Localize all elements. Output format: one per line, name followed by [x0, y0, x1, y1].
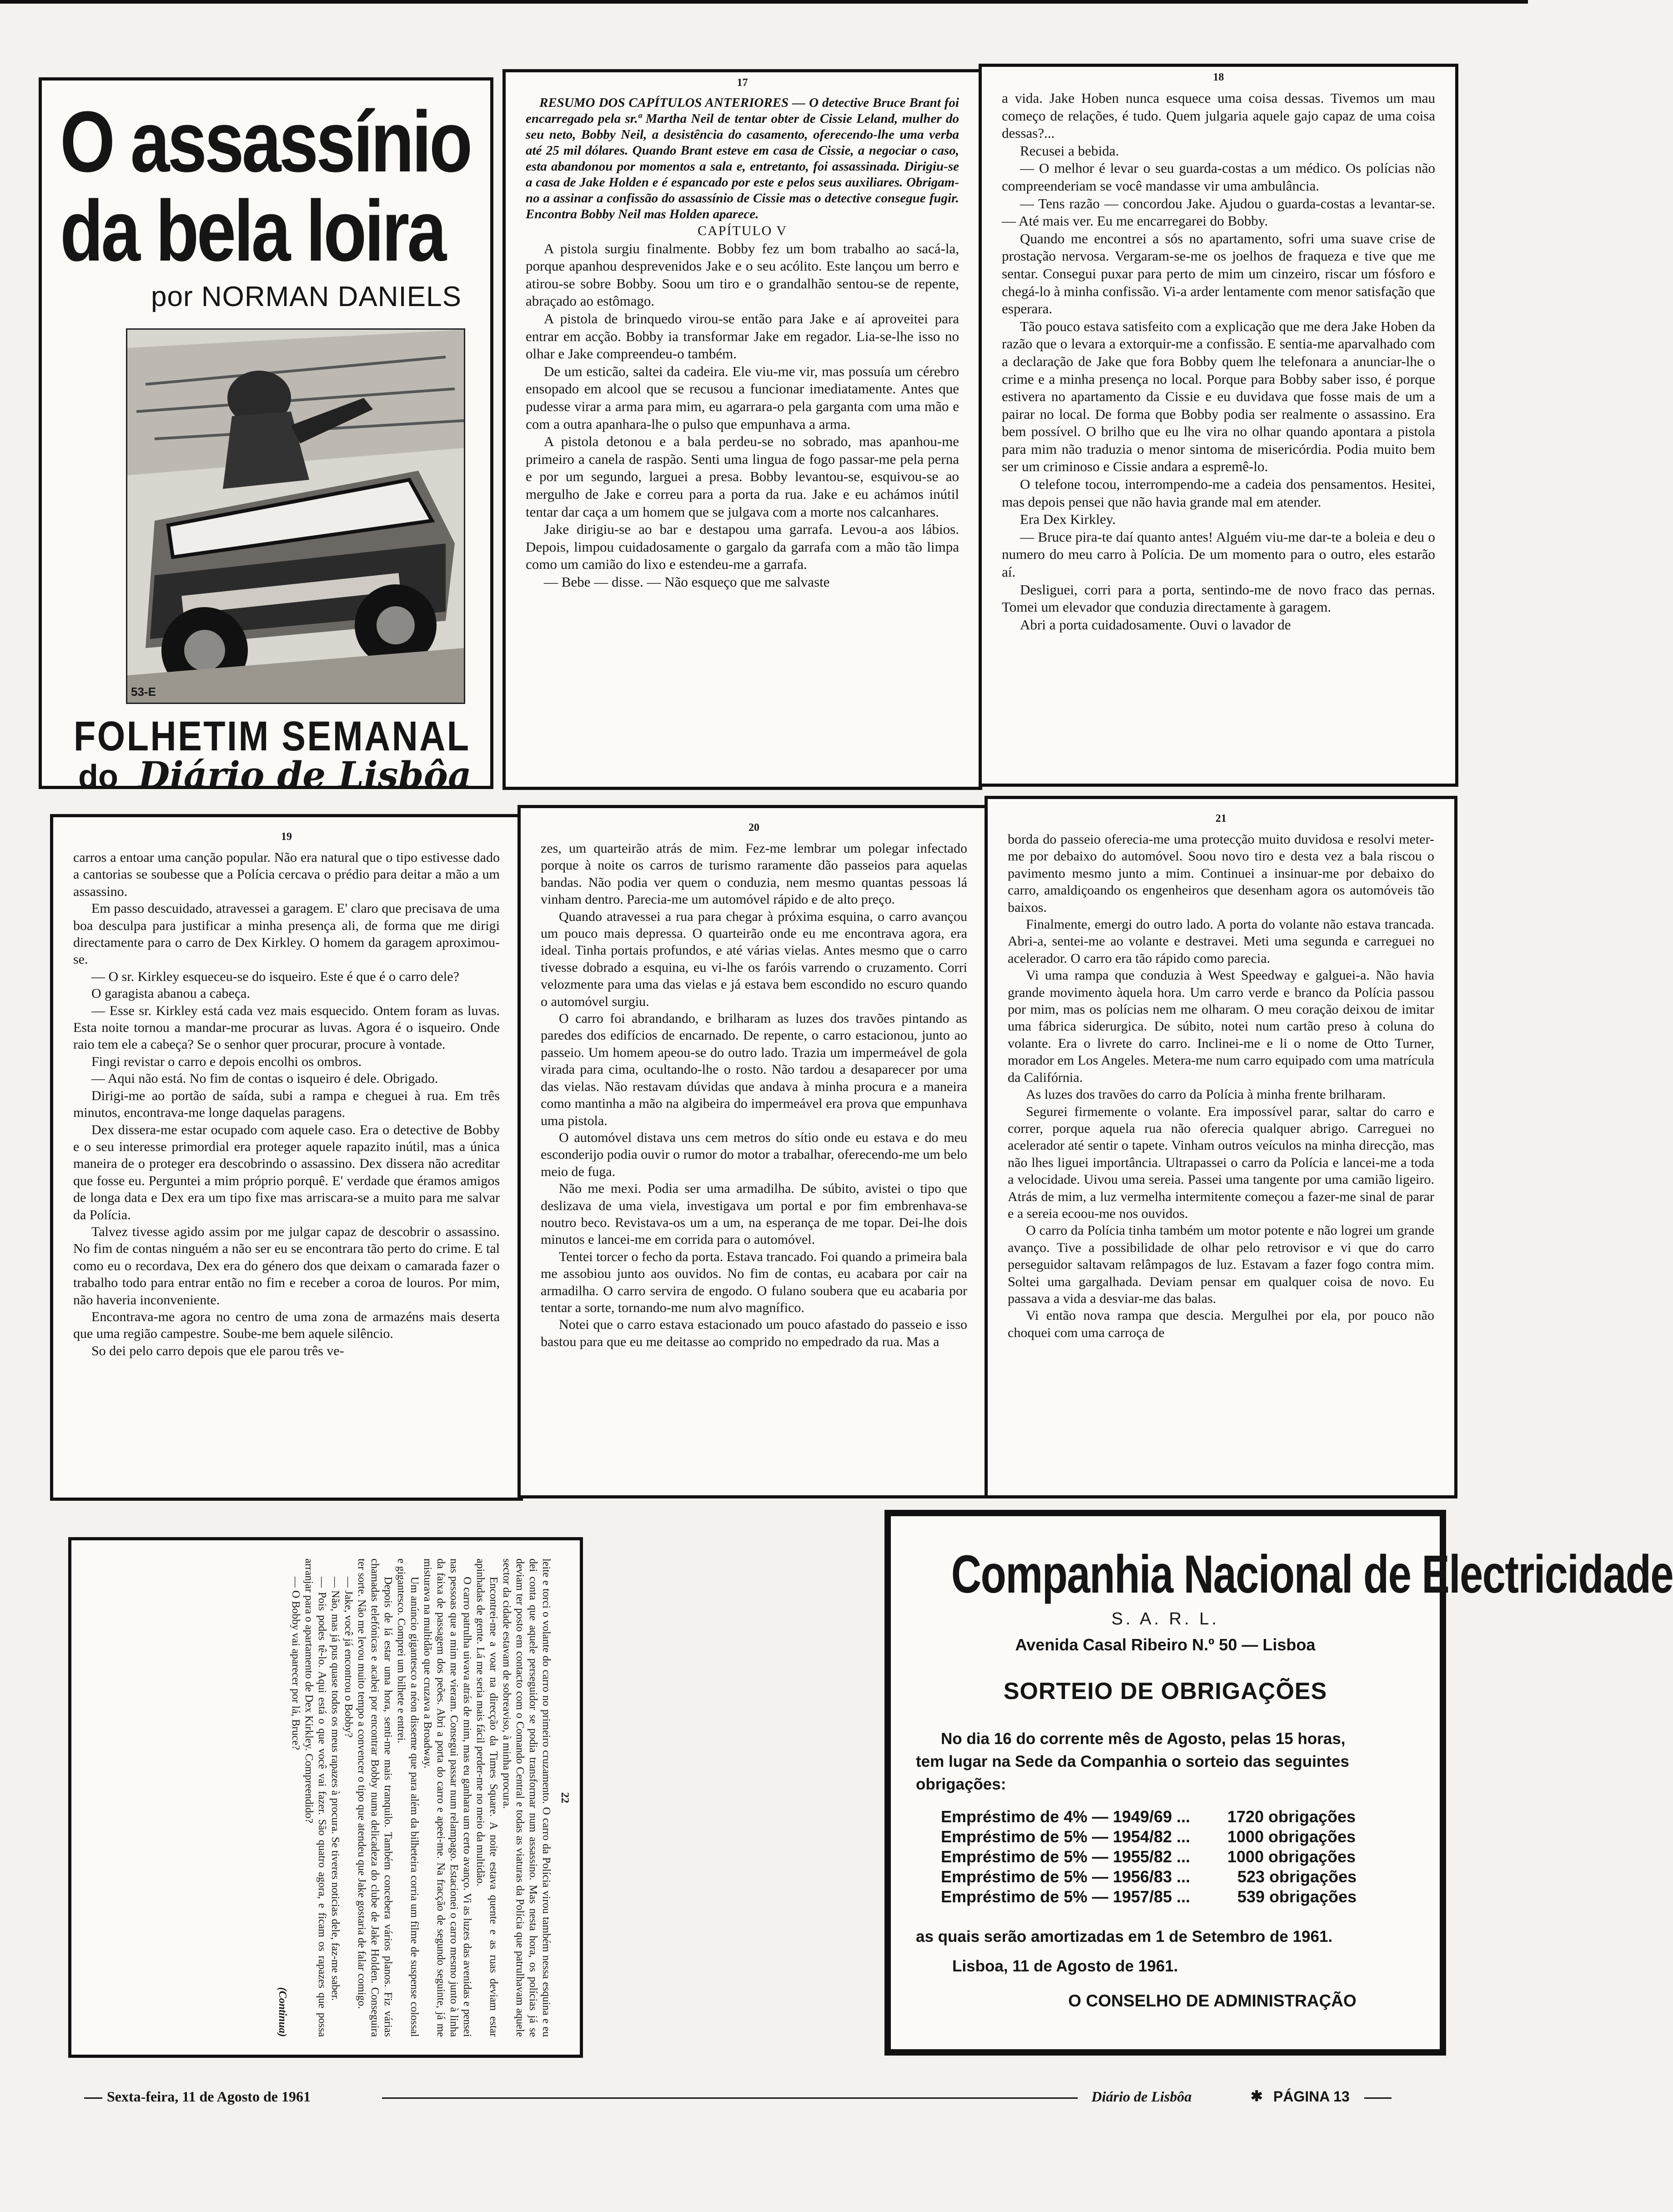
top-rule [0, 0, 1528, 4]
paragraph: Tão pouco estava satisfeito com a explicação que me dera Jake Hoben da razão que o levara a extorquir-me a confissão. E sentia-me aparvalhado com a declaração de Jake que fora Bobby quem lhe telefonara a anunciar-lhe o crime e a minha presença no local. Porque para Bobby saber isso, é porque estivera no apartamento da Cissie e eu duvidava que fosse mais de um a pairar no local. De forma que Bobby podia ser realmente o assassino. Era bem possível. O brilho que eu lhe vira no olhar quando apontara a pistola para mim não traduzia o menor sintoma de misericórdia. Podia muito bem ser um criminoso e Cissie andara a espremê-lo. [1002, 318, 1435, 475]
loan-list [941, 1807, 1356, 1907]
ad-signature: O CONSELHO DE ADMINISTRAÇÃO [1068, 1991, 1356, 2010]
paragraph: a vida. Jake Hoben nunca esquece uma coisa dessas. Tivemos um mau começo de relações, é tudo. Quem julgaria aquele gajo capaz de uma coisa dessas?... [1002, 90, 1435, 141]
loan-row [941, 1827, 1356, 1847]
paragraph: Encontrava-me agora no centro de uma zona de armazéns mais deserta que uma região campestre. Soube-me bem aquele silêncio. [73, 1309, 500, 1342]
paragraph: As luzes dos travões do carro da Polícia à minha frente brilharam. [1026, 1087, 1386, 1102]
paragraph: O automóvel distava uns cem metros do sítio onde eu estava e do meu esconderijo podia ouvir o rumor do motor a trabalhar, oferecendo-me um belo meio de fuga. [541, 1130, 967, 1179]
page-body [521, 840, 987, 1350]
chapter-title: CAPÍTULO V [698, 223, 787, 238]
paragraph: — O melhor é levar o seu guarda-costas a um médico. Os polícias não compreenderiam se você mandasse vir uma ambulância. [1002, 160, 1435, 194]
serial-page-21 [985, 796, 1457, 1498]
paragraph: Dex dissera-me estar ocupado com aquele caso. Era o detective de Bobby e o seu interesse primordial era proteger aquele rapazito inútil, mas a única maneira de o proteger era descobrindo o assassino. Dex dissera não acreditar que fosse eu. Perguntei a mim próprio porquê. E' verdade que éramos amigos de longa data e Dex era um tipo fixe mas arriscara-se a muito para me salvar da Polícia. [73, 1122, 500, 1222]
car-chase-illustration [127, 330, 464, 703]
serial-page-18 [979, 64, 1458, 787]
paragraph: — O sr. Kirkley esqueceu-se do isqueiro. Este é que é o carro dele? [91, 969, 459, 984]
paragraph: leite e torci o volante do carro no primeiro cruzamento. O carro da Polícia virou também nessa esquina e eu dei conta que aquele perseguidor se podia transformar num assassino. Mas nesta hora, os polícias já se deviam ter posto em contacto com o Comando Central e todas as viaturas da Polícia que patrulhavam aquele sector da cidade estavam de sobreaviso, à minha procura. [501, 1558, 552, 2037]
ad-intro-1: No dia 16 do corrente mês de Agosto, pelas 15 horas, [941, 1730, 1346, 1748]
paragraph: Notei que o carro estava estacionado um pouco afastado do passeio e isso bastou para que eu me deitasse ao comprido no empedrado da rua. Mas a [541, 1317, 967, 1349]
paragraph: Jake dirigiu-se ao bar e destapou uma garrafa. Levou-a aos lábios. Depois, limpou cuidadosamente o gargalo da garrafa com a mão tão limpa como um camião do lixo e estendeu-me a garrafa. [526, 521, 959, 573]
page-body [276, 1540, 553, 2055]
footer-paper: Diário de Lisbôa [1091, 2088, 1192, 2105]
paragraph: A pistola surgiu finalmente. Bobby fez um bom trabalho ao sacá-la, porque apanhou desprevenidos Jake e o seu acólito. Este lançou um berro e atirou-se sobre Bobby. Soou um tiro e o grandalhão sentou-se de repente, abraçado ao estômago. [526, 240, 959, 309]
loan-row [941, 1847, 1356, 1867]
paragraph: Tentei torcer o fecho da porta. Estava trancado. Foi quando a primeira bala me assobiou junto aos ouvidos. No fim de contas, eu acabara por cair na armadilha. O carro servira de engodo. O fulano soubera que eu acabaria por tentar a sorte, tornando-me num alvo magnífico. [541, 1249, 967, 1315]
ad-intro-2: tem lugar na Sede da Companhia o sorteio das seguintes [916, 1753, 1349, 1770]
paragraph: Quando me encontrei a sós no apartamento, sofri uma suave crise de prostação nervosa. Vergaram-se-me os joelhos de fraqueza e tive que me sentar. Consegui puxar para perto de mim um cinzeiro, riscar um fósforo e chegá-lo à minha confissão. Vi-a arder lentamente com menor satisfação que esperara. [1002, 230, 1435, 317]
page-number: 17 [737, 77, 748, 89]
footer-rule-mid [382, 2097, 1078, 2099]
paragraph: — Bruce pira-te daí quanto antes! Alguém viu-me dar-te a boleia e deu o numero do meu carro à Polícia. De um momento para o outro, eles estarão aí. [1002, 528, 1435, 580]
footer-date: Sexta-feira, 11 de Agosto de 1961 [107, 2088, 311, 2105]
paragraph: — O Bobby vai aparecer por lá, Bruce? [290, 1577, 301, 1750]
paragraph: carros a entoar uma canção popular. Não era natural que o tipo estivesse dado a cantorias se soubesse que a Polícia cercava o prédio para deitar a mão a um assassino. [73, 850, 500, 899]
paragraph: Era Dex Kirkley. [1020, 511, 1116, 528]
chapter-body [506, 222, 979, 591]
page-number: 20 [749, 822, 759, 834]
ad-date: Lisboa, 11 de Agosto de 1961. [952, 1957, 1178, 1975]
publisher-name: Diário de Lisbôa [138, 754, 472, 796]
paragraph: A pistola de brinquedo virou-se então para Jake e aí aproveitei para entrar em acção. Bobby ia transformar Jake em regador. Lia-se-lhe isso no olhar e Jake compreendeu-o também. [526, 310, 959, 362]
paragraph: Fingi revistar o carro e depois encolhi os ombros. [91, 1054, 362, 1069]
paragraph: borda do passeio oferecia-me uma protecção muito duvidosa e resolvi meter-me por debaixo do automóvel. Soou novo tiro e desta vez a bala riscou o pavimento mesmo junto a mim. Continuei a insinuar-me por debaixo do carro, amaldiçoando os engenheiros que desenham agora os automóveis tão baixos. [1008, 832, 1434, 915]
paragraph: — Esse sr. Kirkley está cada vez mais esquecido. Ontem foram as luvas. Esta noite tornou a mandar-me procurar as luvas. Agora é o isqueiro. Onde raio tem ele a cabeça? Se o senhor quer procurar, procure à vontade. [73, 1003, 500, 1052]
paragraph: Abri a porta cuidadosamente. Ouvi o lavador de [1020, 616, 1291, 633]
continued-note: (Continua) [276, 1987, 288, 2037]
paragraph: — Aqui não está. No fim de contas o isqueiro é dele. Obrigado. [91, 1071, 438, 1086]
paragraph: Depois de lá estar uma hora, senti-me mais tranquilo. Também concebera vários planos. Fiz várias chamadas telefónicas e acabei por encontrar Bobby numa delicadeza do clube de Jake Holden. Conseguira ter sorte. Não me levou muito tempo a convencer o tipo que atendeu que Jake gostaria de falar comigo. [356, 1558, 394, 2037]
paragraph: Quando atravessei a rua para chegar à próxima esquina, o carro avançou um pouco mais depressa. O quarteirão onde eu me encontrava agora, era ideal. Tinha portais profundos, e até várias vielas. Antes mesmo que o carro tivesse dobrado a esquina, eu vi-lhe os faróis varrendo o cruzamento. Corri velozmente para uma das vielas e já estava bem escondido no escuro quando o automóvel surgiu. [541, 909, 967, 1009]
loan-row [941, 1867, 1356, 1887]
paragraph: O telefone tocou, interrompendo-me a cadeia dos pensamentos. Hesitei, mas depois pensei que não havia grande mal em atender. [1002, 476, 1435, 510]
paragraph: O carro foi abrandando, e brilharam as luzes dos travões pintando as paredes dos edifícios de encarnado. De repente, o carro estacionou, junto ao passeio. Um homem apeou-se do outro lado. Trazia um impermeável de gola virada para cima, ocultando-lhe o rosto. Não tardou a desaparecer por uma das vielas. Não restavam dúvidas que andava à minha procura e a maneira como mantinha a mão na algibeira do impermeável era prova que empunhava uma pistola. [541, 1011, 967, 1128]
paragraph: Vi uma rampa que conduzia à West Speedway e galguei-a. Não havia grande movimento àquela hora. Um carro verde e branco da Polícia passou por mim, mas os polícias nem me olharam. O meu coração deixou de imitar uma fábrica siderurgica. De súbito, notei num cartão preso à coluna do volante. Era o livrete do carro. Inclinei-me e li o nome de Otto Turner, morador em Los Angeles. Metera-me num carro equipado com uma matrícula da Califórnia. [1008, 968, 1434, 1085]
title-line-1: O assassínio [60, 94, 471, 190]
footer-page: PÁGINA 13 [1273, 2088, 1350, 2105]
summary-heading: RESUMO DOS CAPÍTULOS ANTERIORES — [539, 96, 806, 110]
loan-count: 1000 obrigações [1227, 1847, 1356, 1866]
serial-page-22 [68, 1537, 583, 2058]
ad-headline: SORTEIO DE OBRIGAÇÕES [1003, 1678, 1327, 1704]
paragraph: O garagista abanou a cabeça. [91, 986, 250, 1001]
cover-illustration [126, 328, 465, 704]
paragraph: De um esticão, saltei da cadeira. Ele viu-me vir, mas possuía um cérebro ensopado em alcool que se recusou a funcionar imediatamente. Antes que pudesse virar a arma para mim, eu agarrara-o pela garganta com uma mão e com a outra apanhara-lhe o pulso que empunhava a arma. [526, 363, 959, 432]
paragraph: Desliguei, corri para a porta, sentindo-me de novo fraco das pernas. Tomei um elevador que conduzia directamente à garagem. [1002, 581, 1435, 615]
paragraph: — Pois podes tê-lo. Aqui está o que você vai fazer. São quatro agora, e ficam os rapazes que possa arranjar para o apartamento de Dex Kirkley. Compreendido? [303, 1558, 328, 2037]
paragraph: — Não, mas já pus quase todos os meus rapazes à procura. Se tiveres noticias dele, faz-me saber. [329, 1577, 341, 2001]
author-byline: por NORMAN DANIELS [151, 281, 462, 312]
serial-page-20 [517, 805, 990, 1498]
paragraph: Um anúncio gigantesco a néon disseme que para além da bilheteira corria um filme de suspense colossal e gigantesco. Comprei um bilhete e entrei. [395, 1558, 420, 2037]
paragraph: So dei pelo carro depois que ele parou três ve- [91, 1343, 344, 1358]
paragraph: — Jake, você já encontrou o Bobby? [342, 1577, 354, 1738]
paragraph: Talvez tivesse agido assim por me julgar capaz de descobrir o assassino. No fim de contas ninguém a não ser eu se encontrara tão perto do crime. E tal como eu o recordava, Dex era do género dos que deixam o camarada fazer o trabalho todo para entrar então no fim e receber a coroa de louros. Por mim, não haveria inconveniente. [73, 1224, 500, 1307]
footer-rule-left [84, 2097, 102, 2099]
ad-intro-3: obrigações: [916, 1775, 1006, 1793]
publisher-prefix: do [78, 759, 118, 795]
loan-name: Empréstimo de 5% — 1956/83 ... [941, 1867, 1191, 1886]
title-line-2: da bela loira [60, 183, 445, 279]
paragraph: — Tens razão — concordou Jake. Ajudou o guarda-costas a levantar-se. — Até mais ver. Eu me encarregarei do Bobby. [1002, 195, 1435, 229]
loan-count: 1720 obrigações [1227, 1807, 1356, 1826]
page-footer [0, 2088, 1601, 2116]
paragraph: Em passo descuidado, atravessei a garagem. E' claro que precisava de uma boa desculpa para justificar a minha presença ali, de forma que me dirigi directamente para o carro de Dex Kirkley. O homem da garagem aproximou-se. [73, 901, 500, 967]
paragraph: Finalmente, emergi do outro lado. A porta do volante não estava trancada. Abri-a, sentei-me ao volante e destravei. Meti uma segunda e carreguei no acelerador. O carro era tão rápido como parecia. [1008, 917, 1434, 966]
paragraph: A pistola detonou e a bala perdeu-se no sobrado, mas apanhou-me primeiro a canela de raspão. Senti uma lingua de fogo passar-me pela perna e por um segundo, larguei a presa. Bobby levantou-se, esquivou-se ao mergulho de Jake e correu para a porta da rua. Jake e eu achámos inútil tentar dar caça a um homem que se julgava com a morte nos calcanhares. [526, 433, 959, 520]
page-number: 22 [559, 1792, 571, 1803]
paragraph: Segurei firmemente o volante. Era impossível parar, saltar do carro e correr, porque aquela rua não oferecia qualquer abrigo. Carreguei no acelerador até sentir o tapete. Vinham outros veículos na minha direcção, mas não lhes liguei importância. Ultrapassei o carro da Polícia e lancei-me a toda a velocidade. Uivou uma sereia. Passei uma tangente por uma camião ligeiro. Atrás de mim, a luz vermelha intermitente começou a fazer-me sinal de parar e a sereia ecoou-me nos ouvidos. [1008, 1104, 1434, 1221]
loan-name: Empréstimo de 5% — 1955/82 ... [941, 1847, 1191, 1866]
loan-row [941, 1887, 1356, 1907]
serial-title [60, 94, 506, 279]
page-number: 19 [281, 831, 292, 843]
serial-cover [39, 77, 493, 796]
page-body [982, 90, 1455, 633]
loan-row [941, 1807, 1356, 1827]
rotated-page-content [65, 1540, 580, 2055]
page-body [53, 849, 520, 1359]
publisher-line [78, 754, 472, 796]
page-number: 21 [1216, 813, 1226, 824]
paragraph: Vi então nova rampa que descia. Mergulhei por ela, por pouco não choquei com uma carroça de [1008, 1308, 1434, 1340]
page-number: 18 [1213, 71, 1224, 83]
serial-page-17 [502, 69, 982, 790]
page-body [988, 831, 1454, 1341]
footer-rule-right [1364, 2097, 1392, 2099]
advertisement [884, 1510, 1673, 2056]
company-name: Companhia Nacional de Electricidade [951, 1544, 1673, 1604]
chapter-summary [506, 95, 979, 222]
paragraph: Encontrei-me a voar na direcção da Times Square. A noite estava quente e as ruas deviam estar apinhadas de gente. Lá me seria mais fácil perder-me no meio da multidão. [474, 1558, 499, 2037]
paragraph: Não me mexi. Podia ser uma armadilha. De súbito, avistei o tipo que deslizava de uma viela, investigava um portal e por fim embrenhava-se noutro beco. Revistava-os um a um, na esperança de me topar. Dei-lhe dois minutos e lancei-me em corrida para o automóvel. [541, 1181, 967, 1247]
loan-name: Empréstimo de 5% — 1957/85 ... [941, 1887, 1191, 1906]
series-name: FOLHETIM SEMANAL [74, 713, 471, 759]
paragraph: zes, um quarteirão atrás de mim. Fez-me lembrar um polegar infectado porque à noite os carros de turismo raramente dão passeios para aquelas bandas. Não podia ver quem o conduzia, nem mesmo quantas pessoas lá vinham dentro. Parecia-me um automóvel rápido e de alto preço. [541, 841, 967, 907]
company-address: Avenida Casal Ribeiro N.º 50 — Lisboa [1015, 1635, 1316, 1654]
paragraph: O carro da Polícia tinha também um motor potente e não logrei um grande avanço. Tive a possibilidade de olhar pelo retrovisor e vi que do carro perseguidor saltavam relâmpagos de luz. Estavam a fazer fogo contra mim. Soltei uma gargalhada. Deviam pensar em qualquer coisa de novo. Eu passava a vida a desviar-me das balas. [1008, 1223, 1434, 1306]
paragraph: — Bebe — disse. — Não esqueço que me salvaste [544, 573, 830, 590]
paragraph: Recusei a bebida. [1020, 142, 1119, 159]
paragraph: Dirigi-me ao portão de saída, subi a rampa e cheguei à rua. Em três minutos, encontrava-me longe daquelas paragens. [73, 1088, 500, 1121]
footer-star: ✱ [1251, 2088, 1263, 2104]
loan-name: Empréstimo de 4% — 1949/69 ... [941, 1807, 1191, 1826]
loan-count: 539 obrigações [1237, 1887, 1357, 1906]
serial-page-19 [50, 814, 523, 1501]
loan-name: Empréstimo de 5% — 1954/82 ... [941, 1827, 1191, 1846]
loan-count: 1000 obrigações [1227, 1827, 1356, 1846]
company-type: S. A. R. L. [1111, 1609, 1220, 1629]
paragraph: O carro patrulha uivava atrás de mim, mas eu ganhara um certo avanço. Vi as luzes das avenidas e pensei nas pessoas que a mim me vieram. Consegui passar num relampago. Estacionei o carro mesmo junto à linha da faixa de passagem dos peões. Abri a porta do carro e apeei-me. Na fracção de segundo seguinte, já me misturava na multidão que cruzava a Broadway. [422, 1558, 473, 2037]
ad-amortization: as quais serão amortizadas em 1 de Setembro de 1961. [916, 1928, 1333, 1946]
summary-text: O detective Bruce Brant foi encarregado pela sr.ª Martha Neil de tentar obter de Cissie Leland, mulher do seu neto, Bobby Neil, a desistência do casamento, oferecendo-lhe uma verba até 25 mil dólares. Quando Brant esteve em casa de Cissie, a negociar o caso, esta abandonou por momentos a sala e, entretanto, foi assassinada. Dirigiu-se a casa de Jake Holden e é espancado por este e pelos seus auxiliares. Obrigam-no a assinar a confissão do assassínio de Cissie mas o detective consegue fugir. Encontra Bobby Neil mas Holden aparece. [526, 96, 959, 221]
illustration-signature: 53-E [131, 685, 156, 699]
loan-count: 523 obrigações [1237, 1867, 1357, 1886]
